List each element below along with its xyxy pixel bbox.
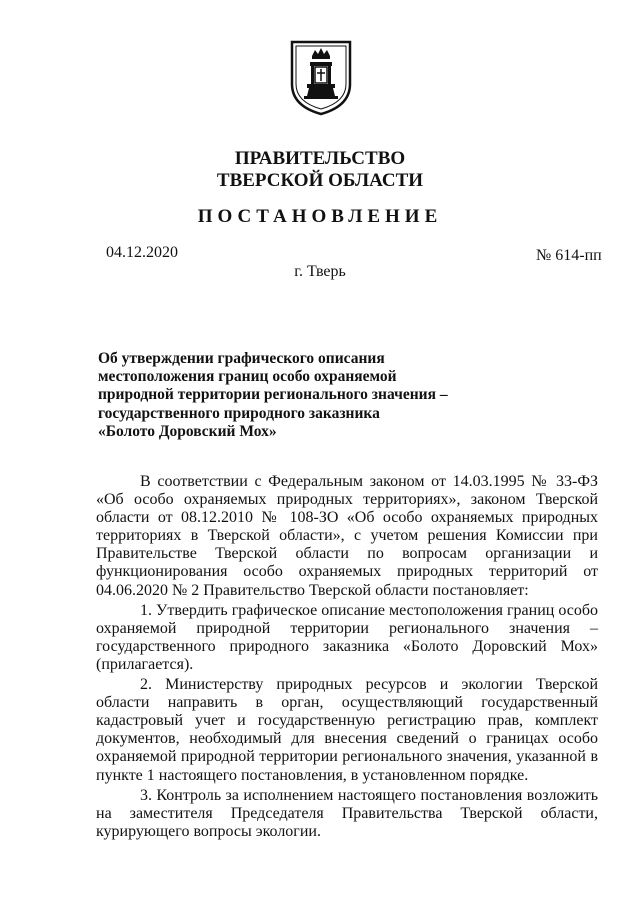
government-title: ПРАВИТЕЛЬСТВО <box>234 148 406 169</box>
document-type: ПОСТАНОВЛЕНИЕ <box>197 206 443 227</box>
document-subject <box>98 350 458 441</box>
subject-line: «Болото Доровский Мох» <box>98 422 277 440</box>
subject-line: местоположения границ особо охраняемой <box>98 368 397 386</box>
document-date: 04.12.2020 <box>106 244 178 261</box>
subject-line: государственного природного заказника <box>98 404 380 422</box>
clause-1: 1. Утвердить графическое описание местоположения границ особо охраняемой природной территории регионального значения – государственного природного заказника «Болото Доровский Мох» (прилагается). <box>96 601 598 673</box>
preamble-paragraph: В соответствии с Федеральным законом от 14.03.1995 № 33-ФЗ «Об особо охраняемых природных территориях», законом Тверской области от 08.12.2010 № 108-ЗО «Об особо охраняемых природных территориях в Тверской области», с учетом решения Комиссии при Правительстве Тверской области по вопросам организации и функционирования особо охраняемых природных территорий от 04.06.2020 № 2 Правительство Тверской области постановляет: <box>96 473 598 599</box>
document-city: г. Тверь <box>294 263 346 280</box>
clause-2: 2. Министерству природных ресурсов и экологии Тверской области направить в орган, осуществляющий государственный кадастровый учет и государственную регистрацию прав, комплект документов, необходимый для внесения сведений о границах особо охраняемой природной территории регионального значения, указанной в пункте 1 настоящего постановления, в установленном порядке. <box>96 676 598 784</box>
document-body <box>96 473 598 843</box>
subject-line: природной территории регионального значения – <box>98 386 448 404</box>
document-number: № 614-пп <box>536 247 602 264</box>
region-title: ТВЕРСКОЙ ОБЛАСТИ <box>216 170 424 191</box>
coat-of-arms-icon <box>290 40 352 116</box>
subject-line: Об утверждении графического описания <box>98 350 385 367</box>
clause-3: 3. Контроль за исполнением настоящего постановления возложить на заместителя Председателя Правительства Тверской области, курирующего вопросы экологии. <box>96 786 598 840</box>
